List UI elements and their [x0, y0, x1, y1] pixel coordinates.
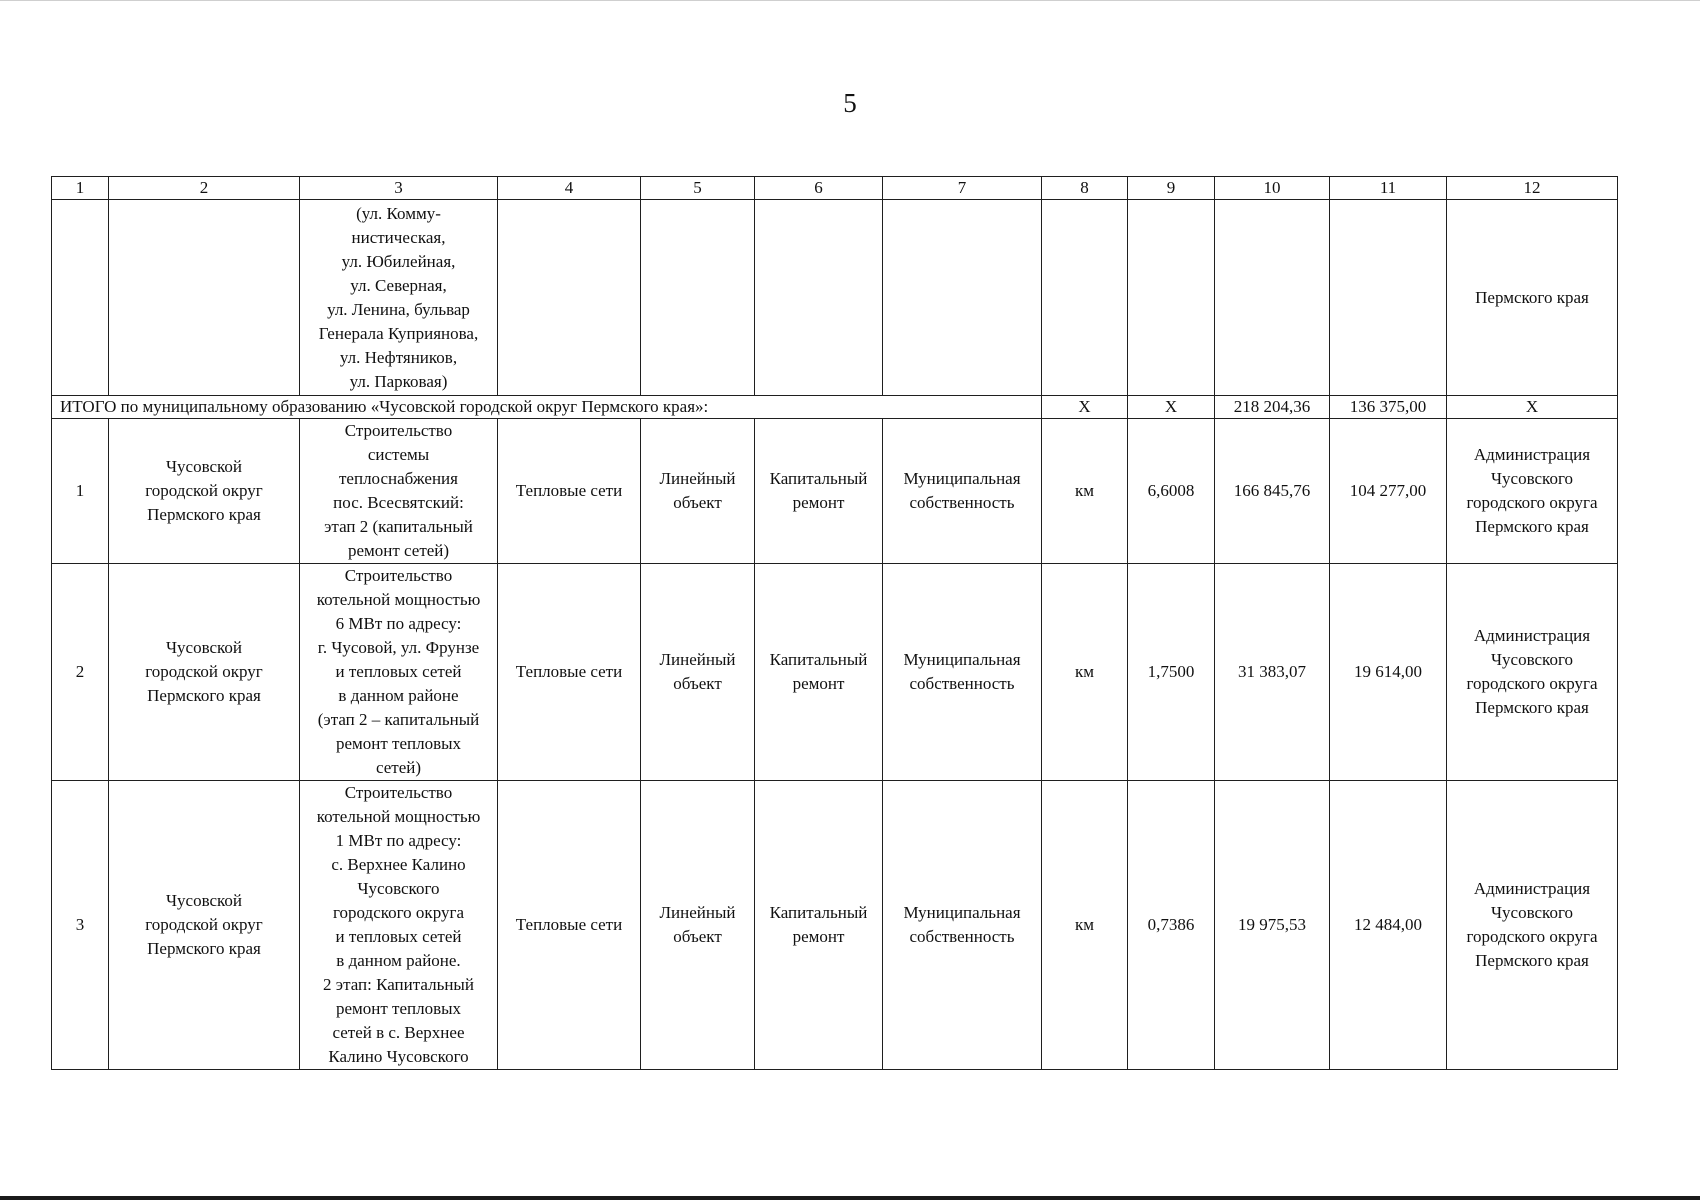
- object-cell: Линейный объект: [641, 564, 755, 781]
- type-cell: Тепловые сети: [498, 419, 641, 564]
- cost-budget-cell: 12 484,00: [1330, 781, 1447, 1070]
- quantity-cell: 1,7500: [1128, 564, 1215, 781]
- column-number-cell: 2: [109, 177, 300, 200]
- column-number-cell: 3: [300, 177, 498, 200]
- type-cell: Тепловые сети: [498, 781, 641, 1070]
- table-row: [52, 419, 1618, 564]
- scan-bottom-edge: [0, 1196, 1700, 1200]
- column-number-cell: 10: [1215, 177, 1330, 200]
- responsible-cell: Администрация Чусовского городского округа Пермского края: [1447, 564, 1618, 781]
- unit-cell: км: [1042, 419, 1128, 564]
- column-number-cell: 7: [883, 177, 1042, 200]
- empty-cell: [641, 200, 755, 396]
- column-number-cell: 6: [755, 177, 883, 200]
- description-cell: Строительство системы теплоснабжения пос. Всесвятский: этап 2 (капитальный ремонт сетей): [300, 419, 498, 564]
- total-label: ИТОГО по муниципальному образованию «Чусовской городской округ Пермского края»:: [52, 396, 1042, 419]
- total-cost: 218 204,36: [1215, 396, 1330, 419]
- table-row: [52, 781, 1618, 1070]
- empty-cell: [1042, 200, 1128, 396]
- work-cell: Капитальный ремонт: [755, 419, 883, 564]
- column-number-cell: 8: [1042, 177, 1128, 200]
- total-budget: 136 375,00: [1330, 396, 1447, 419]
- total-col9: X: [1128, 396, 1215, 419]
- column-number-cell: 5: [641, 177, 755, 200]
- column-number-cell: 12: [1447, 177, 1618, 200]
- page-number: 5: [843, 88, 857, 118]
- quantity-cell: 0,7386: [1128, 781, 1215, 1070]
- object-cell: Линейный объект: [641, 781, 755, 1070]
- scan-top-edge: [0, 0, 1700, 1]
- municipality-cell: Чусовской городской округ Пермского края: [109, 419, 300, 564]
- column-number-cell: 9: [1128, 177, 1215, 200]
- objects-table: [51, 176, 1618, 1070]
- empty-cell: [883, 200, 1042, 396]
- responsible-cell: Администрация Чусовского городского округа Пермского края: [1447, 781, 1618, 1070]
- description-cell: (ул. Комму- нистическая, ул. Юбилейная, ул. Северная, ул. Ленина, бульвар Генерала Куприянова, ул. Нефтяников, ул. Парковая): [300, 200, 498, 396]
- work-cell: Капитальный ремонт: [755, 781, 883, 1070]
- cost-budget-cell: 104 277,00: [1330, 419, 1447, 564]
- description-cell: Строительство котельной мощностью 1 МВт по адресу: с. Верхнее Калино Чусовского городского округа и тепловых сетей в данном районе. 2 этап: Капитальный ремонт тепловых сетей в с. Верхнее Калино Чусовского: [300, 781, 498, 1070]
- cost-total-cell: 166 845,76: [1215, 419, 1330, 564]
- cost-total-cell: 19 975,53: [1215, 781, 1330, 1070]
- empty-cell: [1128, 200, 1215, 396]
- empty-cell: [498, 200, 641, 396]
- municipality-cell: Чусовской городской округ Пермского края: [109, 781, 300, 1070]
- empty-cell: [755, 200, 883, 396]
- ownership-cell: Муниципальная собственность: [883, 781, 1042, 1070]
- responsible-cell: Пермского края: [1447, 200, 1618, 396]
- ownership-cell: Муниципальная собственность: [883, 564, 1042, 781]
- empty-cell: [1330, 200, 1447, 396]
- column-number-cell: 1: [52, 177, 109, 200]
- column-number-cell: 4: [498, 177, 641, 200]
- unit-cell: км: [1042, 781, 1128, 1070]
- continuation-row: [52, 200, 1618, 396]
- row-number: 1: [52, 419, 109, 564]
- empty-cell: [1215, 200, 1330, 396]
- cost-budget-cell: 19 614,00: [1330, 564, 1447, 781]
- total-col8: X: [1042, 396, 1128, 419]
- unit-cell: км: [1042, 564, 1128, 781]
- object-cell: Линейный объект: [641, 419, 755, 564]
- ownership-cell: Муниципальная собственность: [883, 419, 1042, 564]
- column-number-row: [52, 177, 1618, 200]
- column-number-cell: 11: [1330, 177, 1447, 200]
- total-row: [52, 396, 1618, 419]
- type-cell: Тепловые сети: [498, 564, 641, 781]
- work-cell: Капитальный ремонт: [755, 564, 883, 781]
- description-cell: Строительство котельной мощностью 6 МВт по адресу: г. Чусовой, ул. Фрунзе и тепловых сетей в данном районе (этап 2 – капитальный ремонт тепловых сетей): [300, 564, 498, 781]
- total-col12: X: [1447, 396, 1618, 419]
- municipality-cell: Чусовской городской округ Пермского края: [109, 564, 300, 781]
- responsible-cell: Администрация Чусовского городского округа Пермского края: [1447, 419, 1618, 564]
- quantity-cell: 6,6008: [1128, 419, 1215, 564]
- row-number: 2: [52, 564, 109, 781]
- row-number: 3: [52, 781, 109, 1070]
- table-row: [52, 564, 1618, 781]
- empty-cell: [109, 200, 300, 396]
- cost-total-cell: 31 383,07: [1215, 564, 1330, 781]
- empty-cell: [52, 200, 109, 396]
